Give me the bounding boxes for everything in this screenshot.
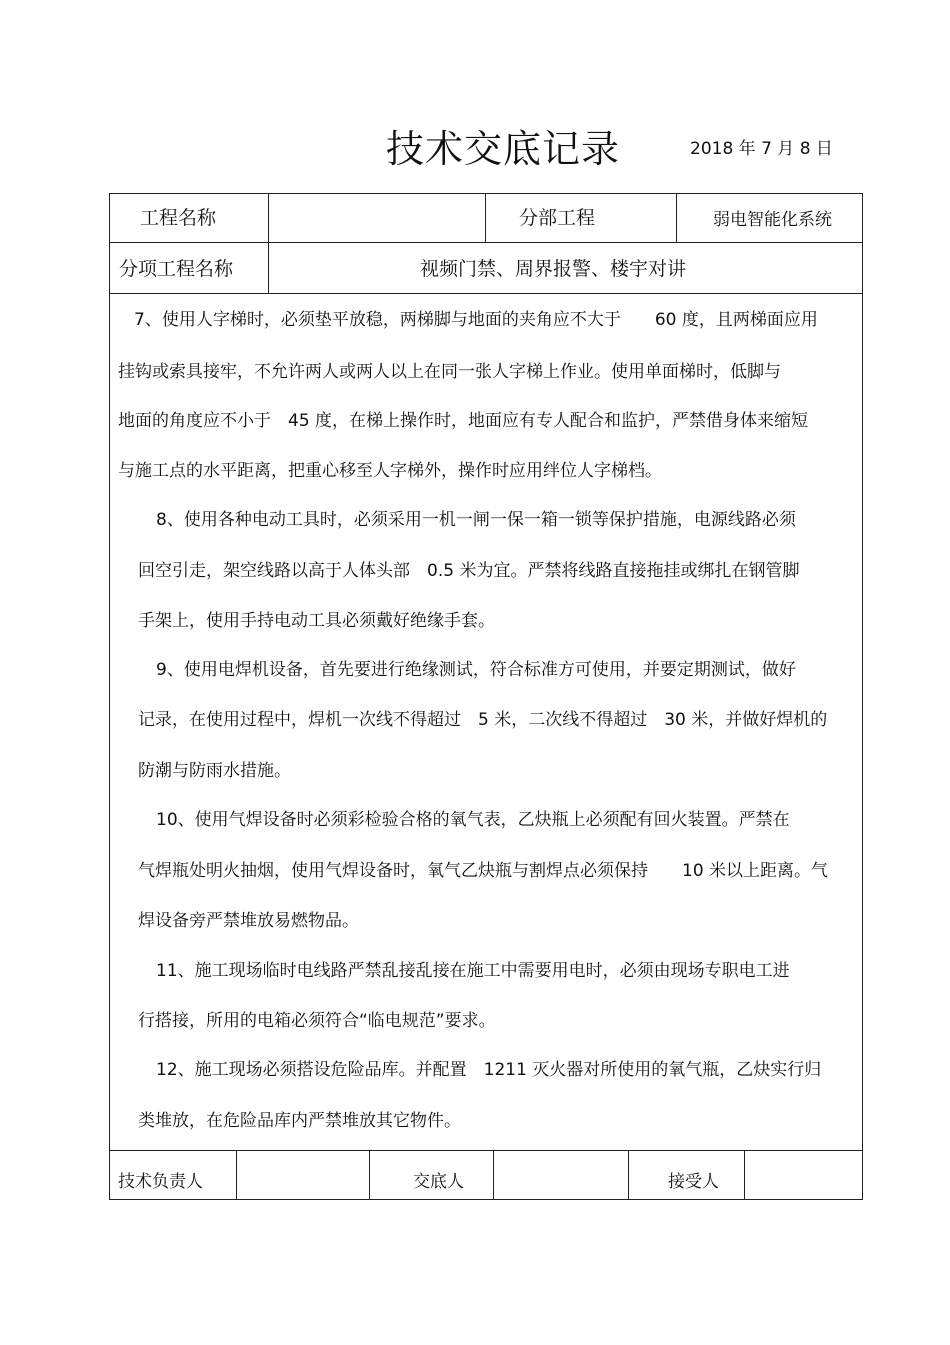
item-name-value: 视频门禁、周界报警、楼宇对讲 [420, 258, 687, 280]
document-title: 技术交底记录 [386, 127, 621, 171]
col-divider [493, 1150, 494, 1200]
body-line: 记录，在使用过程中，焊机一次线不得超过 5 米，二次线不得超过 30 米，并做好焊机的 [138, 710, 828, 730]
record-table [109, 193, 863, 1200]
document-date: 2018 年 7 月 8 日 [690, 139, 833, 159]
col-divider [268, 193, 269, 293]
body-line: 11、施工现场临时电线路严禁乱接乱接在施工中需要用电时，必须由现场专职电工进 [156, 961, 790, 981]
body-line: 与施工点的水平距离，把重心移至人字梯外，操作时应用绊位人字梯档。 [118, 461, 662, 481]
body-line: 12、施工现场必须搭设危险品库。并配置 1211 灭火器对所使用的氧气瓶，乙炔实行归 [156, 1060, 822, 1080]
body-line: 挂钩或索具接牢，不允许两人或两人以上在同一张人字梯上作业。使用单面梯时，低脚与 [118, 362, 781, 382]
project-name-label: 工程名称 [140, 207, 217, 229]
col-divider [236, 1150, 237, 1200]
sub-project-value: 弱电智能化系统 [713, 210, 832, 230]
receiver-label: 接受人 [668, 1172, 719, 1192]
body-line: 行搭接，所用的电箱必须符合“临电规范”要求。 [138, 1011, 496, 1031]
col-divider [369, 1150, 370, 1200]
item-name-label: 分项工程名称 [119, 258, 234, 280]
tech-lead-label: 技术负责人 [118, 1172, 203, 1192]
body-line: 防潮与防雨水措施。 [138, 761, 291, 781]
sub-project-label: 分部工程 [519, 207, 596, 229]
col-divider [744, 1150, 745, 1200]
discloser-label: 交底人 [413, 1172, 464, 1192]
col-divider [628, 1150, 629, 1200]
body-line: 焊设备旁严禁堆放易燃物品。 [138, 911, 359, 931]
row-divider [109, 1150, 863, 1151]
col-divider [676, 193, 677, 242]
body-line: 地面的角度应不小于 45 度，在梯上操作时，地面应有专人配合和监护，严禁借身体来缩短 [118, 411, 809, 431]
body-line: 9、使用电焊机设备，首先要进行绝缘测试，符合标准方可使用，并要定期测试，做好 [156, 660, 796, 680]
body-line: 气焊瓶处明火抽烟，使用气焊设备时，氧气乙炔瓶与割焊点必须保持 10 米以上距离。气 [138, 861, 829, 881]
body-line: 回空引走，架空线路以高于人体头部 0.5 米为宜。严禁将线路直接拖挂或绑扎在钢管脚 [138, 561, 800, 581]
body-line: 手架上，使用手持电动工具必须戴好绝缘手套。 [138, 611, 495, 631]
row-divider [109, 242, 863, 243]
body-line: 8、使用各种电动工具时，必须采用一机一闸一保一箱一锁等保护措施，电源线路必须 [156, 510, 796, 530]
body-line: 类堆放，在危险品库内严禁堆放其它物件。 [138, 1111, 461, 1131]
col-divider [485, 193, 486, 242]
row-divider [109, 293, 863, 294]
body-line: 10、使用气焊设备时必须彩检验合格的氧气表，乙炔瓶上必须配有回火装置。严禁在 [156, 810, 790, 830]
body-line: 7、使用人字梯时，必须垫平放稳，两梯脚与地面的夹角应不大于 60 度，且两梯面应用 [134, 310, 818, 330]
